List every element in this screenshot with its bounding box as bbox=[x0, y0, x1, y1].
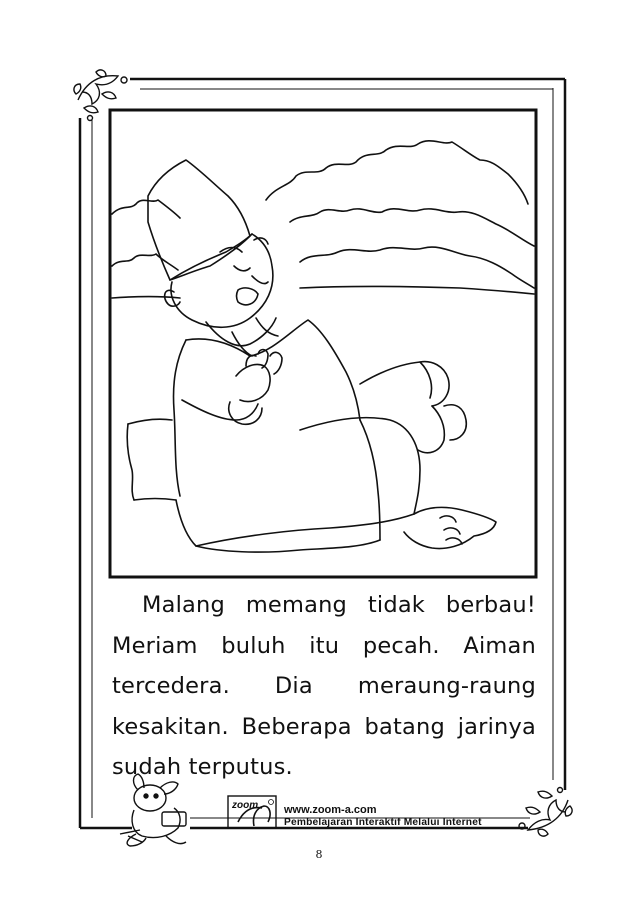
footer-url[interactable]: www.zoom-a.com bbox=[284, 804, 377, 816]
story-paragraph: Malang memang tidak berbau! Meriam buluh itu pecah. Aiman tercedera. Dia meraung-raung kesakitan. Beberapa batang jarinya sudah terputus. bbox=[112, 592, 536, 780]
illustration-frame bbox=[110, 110, 536, 577]
page-number: 8 bbox=[315, 848, 323, 861]
corner-flourish-icon bbox=[74, 70, 127, 121]
illustration-boy-injured bbox=[112, 141, 534, 552]
footer-tagline: Pembelajaran Interaktif Melalui Internet bbox=[284, 817, 482, 828]
story-text bbox=[112, 585, 536, 788]
logo-text: zoom bbox=[232, 800, 259, 811]
